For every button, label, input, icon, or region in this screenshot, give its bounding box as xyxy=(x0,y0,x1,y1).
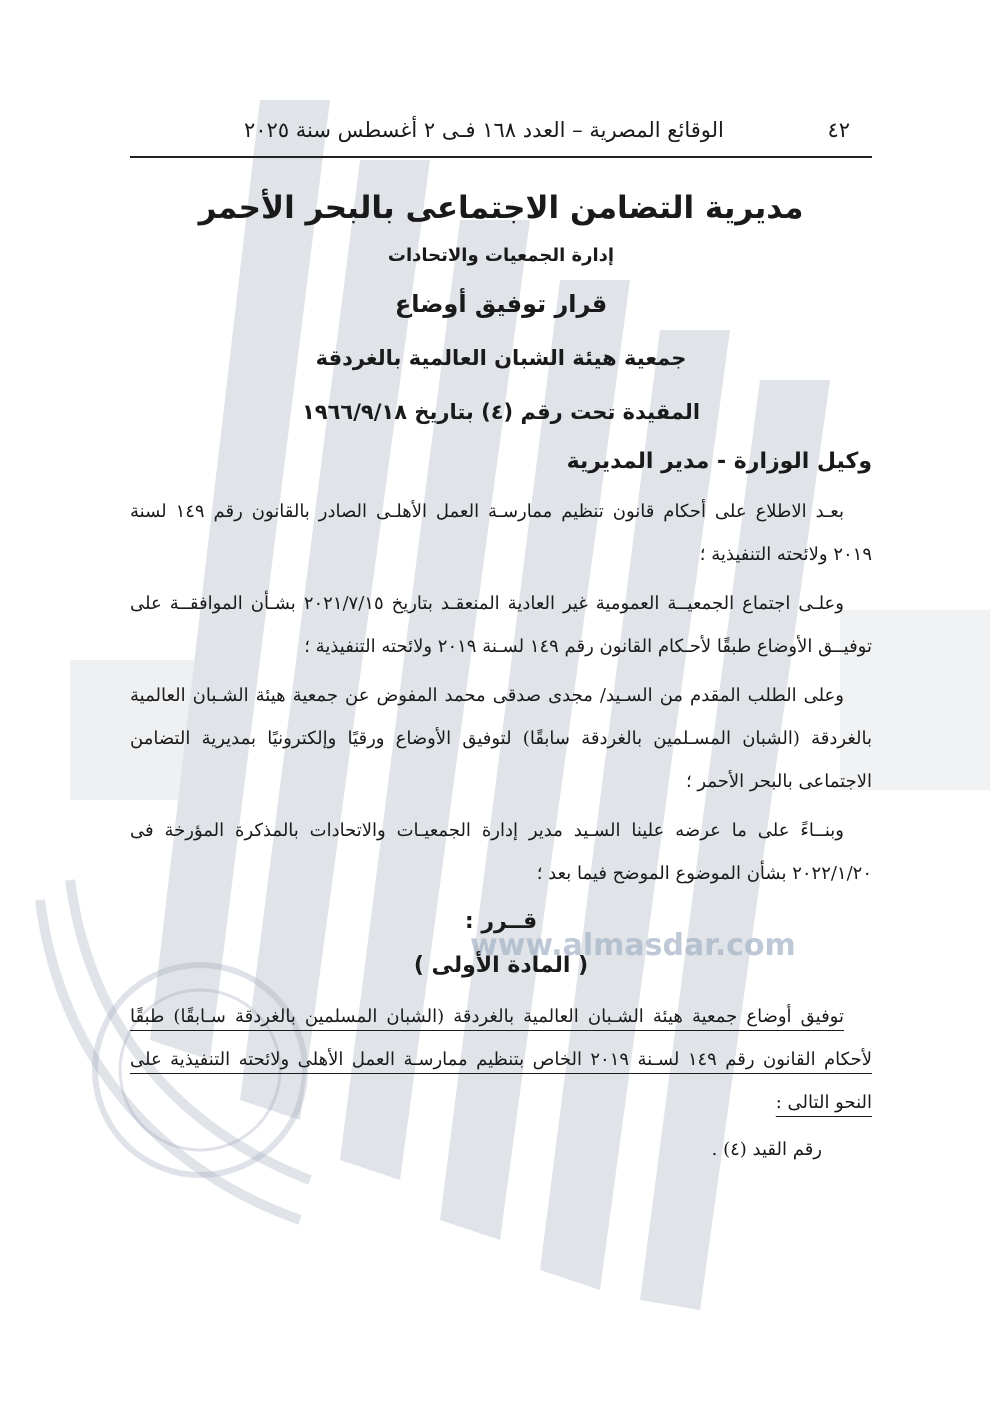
article-title: ( المادة الأولى ) xyxy=(413,953,589,978)
association-name: جمعية هيئة الشبان العالمية بالغردقة xyxy=(315,346,687,370)
directorate-title: مديرية التضامن الاجتماعى بالبحر الأحمر xyxy=(198,190,804,226)
department-subtitle: إدارة الجمعيات والاتحادات xyxy=(387,245,615,266)
registration-number-line: رقم القيد (٤) . xyxy=(711,1139,822,1160)
page-number: ٤٢ xyxy=(827,118,850,142)
page-header xyxy=(130,112,872,158)
registration-info: المقيدة تحت رقم (٤) بتاريخ ١٩٦٦/٩/١٨ xyxy=(301,400,701,424)
preamble-paragraph-1: بعـد الاطلاع على أحكام قانون تنظيم ممارسـة العمل الأهلـى الصادر بالقانون رقم ١٤٩ لسنة ٢٠١٩ ولائحته التنفيذية ؛ xyxy=(130,501,872,565)
preamble-paragraph-3: وعلى الطلب المقدم من السـيد/ مجدى صدقى محمد المفوض عن جمعية هيئة الشـبان العالمية بالغردقة (الشبان المسـلمين بالغردقة سابقًا) لتوفيق الأوضاع ورقيًا وإلكترونيًا بمديرية التضامن الاجتماعى بالبحر الأحمر ؛ xyxy=(130,685,872,792)
document-body xyxy=(130,185,872,1170)
article-text: توفيق أوضاع جمعية هيئة الشـبان العالمية بالغردقة (الشبان المسلمين بالغردقة سـابقًا) طبقًا لأحكام القانون رقم ١٤٩ لسـنة ٢٠١٩ الخاص بتنظيم ممارسـة العمل الأهلى ولائحته التنفيذية على النحو التالى : xyxy=(130,1006,872,1113)
issuing-official: وكيل الوزارة - مدير المديرية xyxy=(566,449,872,474)
watermark-site-text: www.almasdar.com xyxy=(470,928,796,963)
publication-info: الوقائع المصرية – العدد ١٦٨ فـى ٢ أغسطس سنة ٢٠٢٥ xyxy=(244,118,724,142)
decided-heading: قــرر : xyxy=(464,909,538,934)
preamble-paragraph-2: وعلـى اجتماع الجمعيــة العمومية غير العادية المنعقـد بتاريخ ٢٠٢١/٧/١٥ بشـأن الموافقــة على توفيــق الأوضاع طبقًا لأحـكام القانون رقم ١٤٩ لسـنة ٢٠١٩ ولائحته التنفيذية ؛ xyxy=(130,593,872,657)
preamble-paragraph-4: وبنــاءً على ما عرضه علينا السـيد مدير إدارة الجمعيـات والاتحادات بالمذكرة المؤرخة فى ٢٠٢٢/١/٢٠ بشأن الموضوع الموضح فيما بعد ؛ xyxy=(130,820,872,884)
decision-title: قرار توفيق أوضاع xyxy=(394,290,608,318)
